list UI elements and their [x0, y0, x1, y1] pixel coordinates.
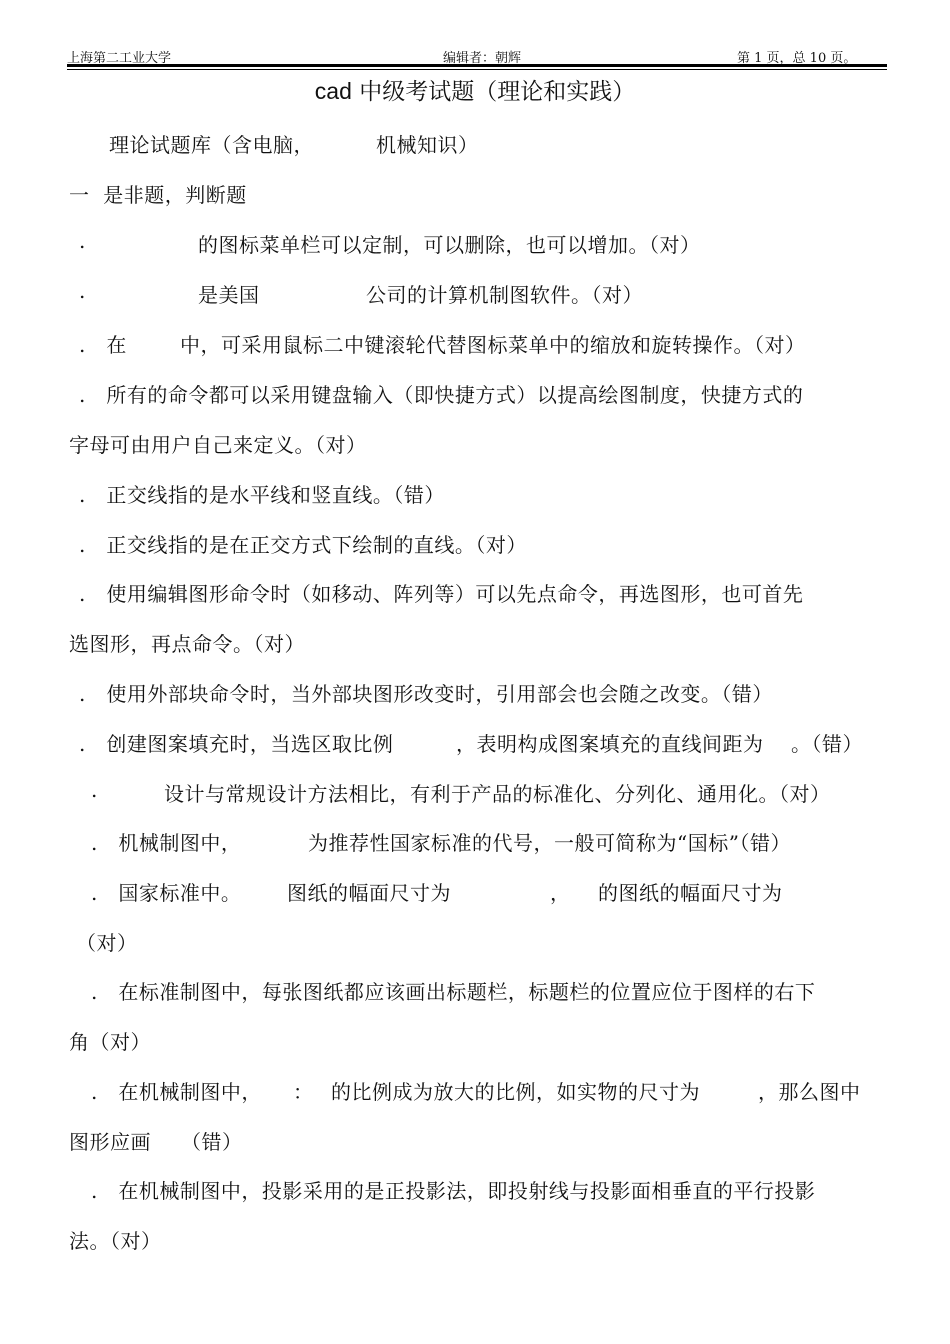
header-center: 编辑者：朝辉: [443, 51, 522, 66]
header-rule-thin: [67, 69, 887, 70]
item-14-cont: 图形应画: [69, 1130, 151, 1154]
item-3-text-a: . 在: [79, 333, 127, 357]
item-5-text: . 正交线指的是水平线和竖直线。（错）: [79, 483, 445, 507]
item-9-text-c: 。（错）: [791, 732, 863, 756]
item-9-text-a: . 创建图案填充时，当选区取比例: [79, 732, 394, 756]
item-11-text-b: 为推荐性国家标准的代号，一般可简称为“国标”（错）: [308, 831, 791, 855]
item-3-text-b: 中，可采用鼠标二中键滚轮代替图标菜单中的缩放和旋转操作。（对）: [180, 333, 806, 357]
header-right: 第 1 页，总 10 页。: [737, 51, 857, 66]
item-12-text-c: ，: [550, 881, 571, 905]
item-15-cont: 法。（对）: [69, 1229, 162, 1253]
header-left: 上海第二工业大学: [67, 51, 172, 66]
item-2-text-b: 公司的计算机制图软件。（对）: [366, 283, 643, 307]
item-14-text-a: . 在机械制图中，: [91, 1080, 262, 1104]
item-10-text: 设计与常规设计方法相比，有利于产品的标准化、分列化、通用化。（对）: [164, 782, 831, 806]
item-1-text: 的图标菜单栏可以定制，可以删除，也可以增加。（对）: [198, 233, 701, 257]
item-6-text: . 正交线指的是在正交方式下绘制的直线。（对）: [79, 533, 527, 557]
section-heading: 一 是非题，判断题: [69, 183, 247, 207]
item-1-marker: .: [79, 229, 86, 253]
item-14-text-c: 的比例成为放大的比例，如实物的尺寸为: [331, 1080, 700, 1104]
item-7-cont: 选图形，再点命令。（对）: [69, 632, 305, 656]
item-15-text: . 在机械制图中，投影采用的是正投影法，即投射线与投影面相垂直的平行投影: [91, 1179, 816, 1203]
page-title: [0, 73, 950, 106]
item-12-text-d: 的图纸的幅面尺寸为: [598, 881, 783, 905]
item-13-cont: 角（对）: [69, 1030, 151, 1054]
item-12-text-b: 图纸的幅面尺寸为: [287, 881, 451, 905]
item-12-text-a: . 国家标准中。: [91, 881, 242, 905]
item-10-marker: .: [91, 778, 98, 802]
subtitle-part1: 理论试题库（含电脑，: [109, 133, 314, 157]
subtitle-part2: 机械知识）: [376, 133, 479, 157]
item-4-cont: 字母可由用户自己来定义。（对）: [69, 433, 367, 457]
item-13-text: . 在标准制图中，每张图纸都应该画出标题栏，标题栏的位置应位于图样的右下: [91, 980, 816, 1004]
item-4-text: . 所有的命令都可以采用键盘输入（即快捷方式）以提高绘图制度，快捷方式的: [79, 383, 804, 407]
item-2-marker: .: [79, 279, 86, 303]
item-14-cont-answer: （错）: [181, 1130, 243, 1154]
item-11-text-a: . 机械制图中，: [91, 831, 242, 855]
item-14-text-d: ，那么图中: [758, 1080, 861, 1104]
title-latin: cad: [314, 78, 352, 104]
item-9-text-b: ，表明构成图案填充的直线间距为: [456, 732, 764, 756]
item-2-text-a: 是美国: [198, 283, 260, 307]
item-8-text: . 使用外部块命令时，当外部块图形改变时，引用部会也会随之改变。（错）: [79, 682, 773, 706]
title-rest: 中级考试题（理论和实践）: [351, 79, 636, 105]
item-12-cont: （对）: [76, 931, 138, 955]
item-14-text-b: ：: [293, 1080, 314, 1104]
header-rule-thick: [67, 64, 887, 67]
item-7-text: . 使用编辑图形命令时（如移动、阵列等）可以先点命令，再选图形，也可首先: [79, 582, 804, 606]
